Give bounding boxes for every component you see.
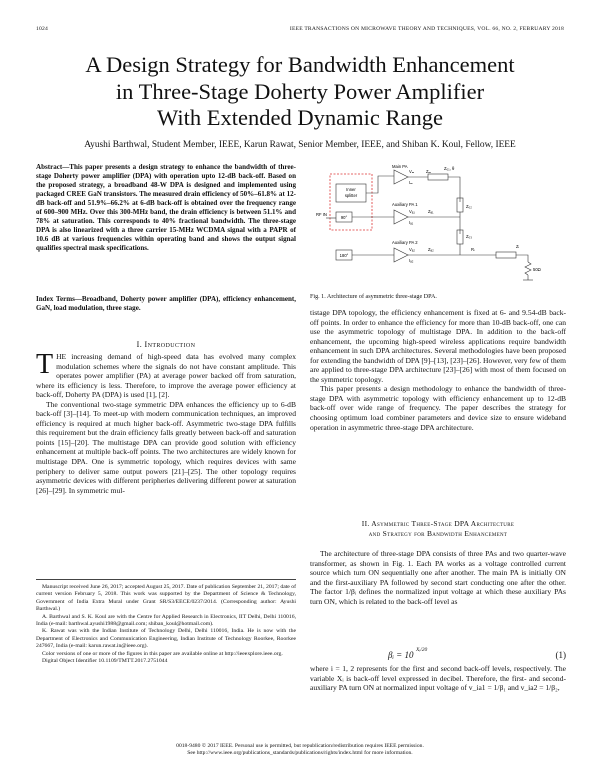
- zm-label: Zₘ: [426, 169, 432, 174]
- index-terms: Index Terms—Broadband, Doherty power amplifier (DPA), efficiency enhancement, GaN, load modulation, three stage.: [36, 295, 296, 312]
- z01-label: Z₀₁, θ: [444, 166, 455, 171]
- aux-pa1-label: Auxiliary PA 1: [392, 202, 418, 207]
- section-2-paragraph-1: The architecture of three-stage DPA consists of three PAs and two quarter-wave transformer, as shown in Fig. 1. Each PA works as a voltage controlled current source which turn ON sequentially one after another. The main PA is initially ON and the first-auxiliary PA followed by second start conducting one after the other. The factor 1/βᵢ defines the normalized input voltage at which these auxiliary PAs turn ON, which is related to the back-off level as: [310, 549, 566, 606]
- footnotes: [36, 579, 296, 665]
- intro-paragraph-2: The conventional two-stage symmetric DPA enhances the efficiency up to 6-dB back-off [3]–[14]. To meet-up with modern communication techniques, an improved efficiency is required at much higher back-off. Asymmetric two-stage DPA fulfills this requirement but the drain efficiency falls greatly between back-off and saturation points [15]–[20]. The multistage DPA can provide good solution with efficiency enhancement at multiple back-off points. The two architectures are widely known for multistage DPA. One is symmetric topology, which requires devices with same periphery to deliver same output powers [21]–[25]. The other topology requires asymmetric devices with different peripheries delivering different power at saturation [26]–[29]. In symmetric mul-: [36, 399, 296, 495]
- z03-label: Z₀₃: [466, 234, 473, 239]
- phase-90-label: 90°: [340, 215, 348, 220]
- aux-pa1-triangle: [394, 210, 408, 224]
- equation-1-lhs: βᵢ = 10: [388, 650, 414, 660]
- za1-label: Zₐ₁: [428, 209, 434, 214]
- journal-name: IEEE TRANSACTIONS ON MICROWAVE THEORY AND TECHNIQUES, VOL. 66, NO. 2, FEBRUARY 2018: [289, 26, 564, 32]
- footnote-affiliation-2: K. Rawat was with the Indian Institute of Technology Delhi, Delhi 110016, India. He is now with the Department of Electronics and Communication Engineering, Indian Institute of Technology Roorkee, Roorkee 247667, India (e-mail: karun.rawat.in@ieee.org).: [36, 628, 296, 650]
- abstract: Abstract—This paper presents a design strategy to enhance the bandwidth of three-stage Doherty power amplifier (DPA) with operation upto 12-dB back-off. Based on the proposed strategy, a broadband 48-W DPA is designed and implemented using packaged CREE GaN transistors. The measured drain efficiency of 50%–61.8% at 12-dB back-off and 51.9%–66.2% at 6-dB back-off is obtained over the frequency range of 600–900 MHz. Over this 300-MHz band, the drain efficiency is between 51.1% and 78% at saturation. This corresponds to 40% fractional bandwidth. The three-stage DPA is also linearized with a three carrier 15-MHz WCDMA signal with a PAPR of 10.6 dB at various frequencies within operating band and shows the output signal qualifies spectral mask specifications.: [36, 163, 296, 252]
- section-2-heading: [310, 519, 566, 538]
- z01-line-box: [428, 174, 448, 180]
- figure-1-diagram: [316, 162, 554, 287]
- im-label: Iₘ: [409, 180, 413, 185]
- equation-1-exponent: Xᵢ/20: [416, 647, 428, 653]
- section-2-heading-line-2: and Strategy for Bandwidth Enhancement: [368, 528, 508, 538]
- paper-title: [36, 52, 564, 132]
- equation-1-number: (1): [555, 650, 566, 660]
- za2-label: Zₐ₂: [428, 247, 434, 252]
- rf-in-label: RF IN: [316, 212, 327, 217]
- output-line-box: [496, 252, 516, 258]
- introduction-body: [36, 349, 296, 495]
- copyright-line-1: 0018-9480 © 2017 IEEE. Personal use is permitted, but republication/redistribution requires IEEE permission.: [176, 743, 424, 749]
- title-line-3: With Extended Dynamic Range: [157, 105, 443, 130]
- right-column-continuation: [310, 308, 566, 432]
- copyright-notice: [36, 743, 564, 758]
- section-2-body: [310, 549, 566, 606]
- intro-paragraph-1-text: HE increasing demand of high-speed data has evolved many complex modulation schemes where the signals do not have constant amplitude. This operates power amplifier (PA) at average power backed off from saturation, where its efficiency is less. Therefore, to improve the average power efficiency at back-off, Doherty PA (DPA) is used [1], [2].: [36, 352, 296, 400]
- aux-pa2-label: Auxiliary PA 2: [392, 240, 418, 245]
- inner-splitter-label-2: splitter: [344, 193, 358, 198]
- section-2-paragraph-2: where i = 1, 2 represents for the first and second back-off levels, respectively. The variable Xᵢ is back-off level expressed in decibel. Therefore, the first- and second-auxiliary PA turn ON at normalized input voltage of v_ia1 = 1/β₁ and v_ia2 = 1/β₂,: [310, 664, 566, 693]
- load-resistor: [525, 262, 531, 275]
- aux-pa2-triangle: [394, 248, 408, 262]
- rl-label: Rₗ: [471, 247, 475, 252]
- inner-splitter-label-1: Inner: [346, 187, 356, 192]
- ia2-label: Iₐ₂: [409, 258, 414, 263]
- main-pa-triangle: [394, 170, 408, 184]
- title-line-2: in Three-Stage Doherty Power Amplifier: [115, 78, 485, 104]
- section-2-heading-line-1: II. Asymmetric Three-Stage DPA Architecture: [361, 519, 515, 528]
- load-line: [516, 255, 528, 262]
- drop-cap: T: [36, 349, 54, 380]
- vm-label: Vₘ: [409, 169, 415, 174]
- title-line-1: A Design Strategy for Bandwidth Enhancement: [85, 52, 515, 77]
- load-label: 50Ω: [533, 267, 541, 272]
- footnote-affiliation-1: A. Barthwal and S. K. Koul are with the Centre for Applied Research in Electronics, IIT Delhi, Delhi 110016, India (e-mail: barthwal.ayushi1988@gmail.com; shiban_koul@hotmail.com).: [36, 613, 296, 628]
- phase-180-label: 180°: [339, 253, 349, 258]
- footnote-color: Color versions of one or more of the figures in this paper are available online at http://ieeexplore.ieee.org.: [42, 650, 283, 657]
- zl-label: Zₗ: [516, 244, 520, 249]
- intro-paragraph-1: [36, 349, 296, 400]
- z02-label: Z₀₂: [466, 204, 472, 209]
- footnote-doi: Digital Object Identifier 10.1109/TMTT.2017.2751044: [42, 658, 168, 665]
- right-paragraph-1: tistage DPA topology, the efficiency enhancement is fixed at 6- and 9.54-dB back-off points. In order to enhance the efficiency for more than 10-dB back-off, one can use the asymmetric topology of multistage DPA. In addition to the back-off enhancement, the upcoming high-speed wireless applications require bandwidth enhancement in such DPA architectures. Several methodologies have been proposed for extending the bandwidth of DPA [9]–[13], [23]–[26]. However, very few of them are applied to three-stage DPA architecture [23]–[26] with most of them focused on the symmetric topology.: [310, 308, 566, 384]
- right-paragraph-2: This paper presents a design methodology to enhance the bandwidth of three-stage DPA with asymmetric topology with efficiency enhancement up to 12-dB back-off over wide range of frequency. The paper describes the strategy for choosing optimum load combiner parameters and device size to ensure wideband operation in asymmetric three-stage DPA architecture.: [310, 384, 566, 432]
- main-feed-line: [366, 176, 394, 193]
- section-1-heading: I. Introduction: [136, 340, 196, 349]
- ia1-label: Iₐ₁: [409, 220, 414, 225]
- figure-1-caption: Fig. 1. Architecture of asymmetric three-stage DPA.: [310, 294, 437, 300]
- section-2-after-equation: [310, 664, 566, 693]
- author-list: Ayushi Barthwal, Student Member, IEEE, Karun Rawat, Senior Member, IEEE, and Shiban K. Koul, Fellow, IEEE: [84, 140, 516, 150]
- copyright-line-2: See http://www.ieee.org/publications_standards/publications/rights/index.html for more information.: [187, 750, 413, 757]
- va2-label: Vₐ₂: [409, 247, 415, 252]
- page-number: 1024: [36, 26, 48, 32]
- va1-label: Vₐ₁: [409, 209, 415, 214]
- main-pa-label: Main PA: [392, 164, 408, 169]
- footnote-manuscript: Manuscript received June 26, 2017; accepted August 25, 2017. Date of publication September 21, 2017; date of current version February 5, 2018. This work was supported by the Department of Science & Technology, Government of India Extra Mural under Grant SR/S3/EECE/0237/2014. (Corresponding author: Ayushi Barthwal.): [36, 584, 296, 613]
